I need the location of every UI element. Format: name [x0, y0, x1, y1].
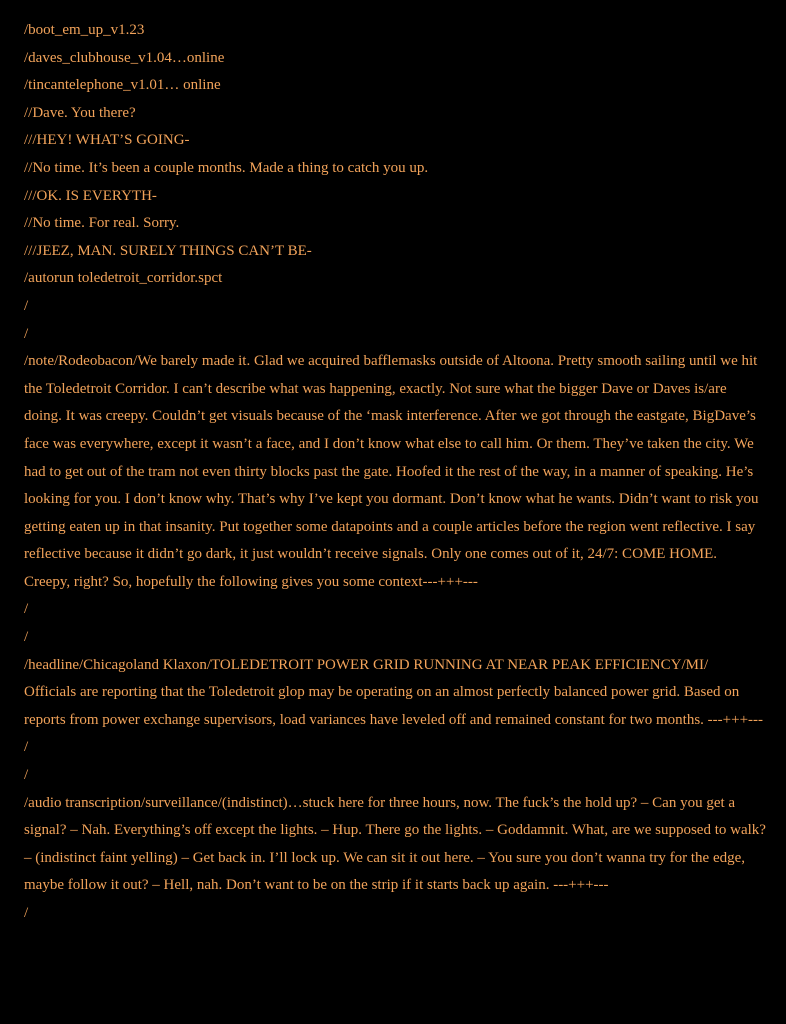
- headline-body: Officials are reporting that the Toledetroit glop may be operating on an almost perfectly balanced power grid. Based on reports from power exchange supervisors, load variances have leveled off and remained constant for two months. ---+++---: [24, 684, 764, 728]
- chat-line: ///JEEZ, MAN. SURELY THINGS CAN’T BE-: [24, 242, 312, 259]
- chat-line: ///OK. IS EVERYTH-: [24, 187, 157, 204]
- note-entry: /note/Rodeobacon/We barely made it. Glad we acquired bafflemasks outside of Altoona. Pretty smooth sailing until we hit the Toledetroit Corridor. I can’t describe what was happening, exactly. Not sure what the bigger Dave or Daves is/are doing. It was creepy. Couldn’t get visuals because of the ‘mask interference. After we got through the eastgate, BigDave’s face was everywhere, except it wasn’t a face, and I don’t know what else to call him. Or them. They’ve taken the city. We had to get out of the tram not even thirty blocks past the gate. Hoofed it the rest of the way, in a manner of speaking. He’s looking for you. I don’t know why. That’s why I’ve kept you dormant. Don’t know what he wants. Didn’t want to risk you getting eaten up in that insanity. Put together some datapoints and a couple articles before the region went reflective. I say reflective because it didn’t go dark, it just wouldn’t receive signals. Only one comes out of it, 24/7: COME HOME. Creepy, right? So, hopefully the following gives you some context---+++---: [24, 353, 763, 590]
- chat-line: ///HEY! WHAT’S GOING-: [24, 132, 190, 149]
- chat-line: //Dave. You there?: [24, 104, 136, 121]
- telephone-status-line: /tincantelephone_v1.01… online: [24, 77, 221, 94]
- terminal-output: [24, 17, 770, 928]
- audio-transcription-entry: /audio transcription/surveillance/(indistinct)…stuck here for three hours, now. The fuck’s the hold up? – Can you get a signal? – Nah. Everything’s off except the lights. – Hup. There go the lights. – Goddamnit. What, are we supposed to walk? – (indistinct faint yelling) – Get back in. I’ll lock up. We can sit it out here. – You sure you don’t wanna try for the edge, maybe follow it out? – Hell, nah. Don’t want to be on the strip if it starts back up again. ---+++---: [24, 794, 770, 894]
- clubhouse-status-line: /daves_clubhouse_v1.04…online: [24, 49, 225, 66]
- separator-line: /: [24, 297, 29, 314]
- chat-line: //No time. It’s been a couple months. Made a thing to catch you up.: [24, 159, 429, 176]
- separator-line: /: [24, 629, 29, 646]
- boot-line: /boot_em_up_v1.23: [24, 22, 145, 38]
- chat-line: //No time. For real. Sorry.: [24, 215, 180, 232]
- autorun-command-line: /autorun toledetroit_corridor.spct: [24, 270, 223, 287]
- separator-line: /: [24, 325, 29, 342]
- separator-line: /: [24, 905, 29, 921]
- headline-entry: /headline/Chicagoland Klaxon/TOLEDETROIT POWER GRID RUNNING AT NEAR PEAK EFFICIENCY/MI/: [24, 656, 709, 673]
- separator-line: /: [24, 739, 29, 756]
- separator-line: /: [24, 767, 29, 784]
- separator-line: /: [24, 601, 29, 618]
